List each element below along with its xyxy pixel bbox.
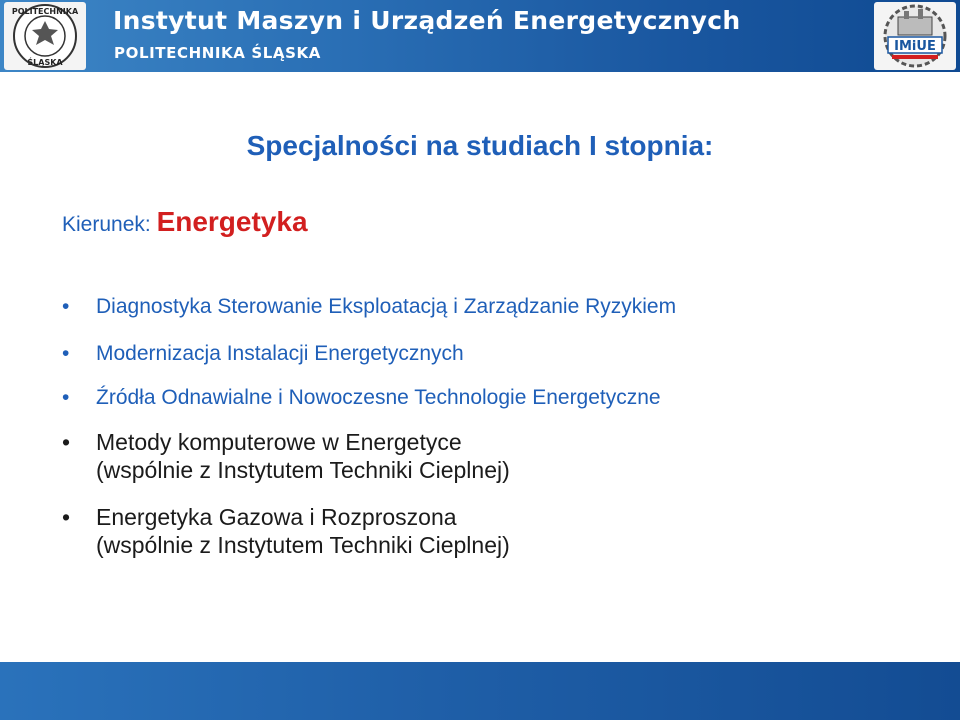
bullet-icon: • [62, 386, 70, 409]
specialization-line: Źródła Odnawialne i Nowoczesne Technologie Energetyczne [96, 386, 661, 409]
specialization-line: Metody komputerowe w Energetyce [96, 429, 462, 455]
field-of-study-label: Kierunek: [62, 213, 157, 236]
field-of-study [62, 206, 308, 238]
header-bar [0, 0, 960, 72]
bullet-icon: • [62, 295, 70, 318]
slide-title: Specjalności na studiach I stopnia: [246, 130, 714, 161]
specialization-line: Diagnostyka Sterowanie Eksploatacją i Zarządzanie Ryzykiem [96, 295, 677, 318]
specialization-line: (wspólnie z Instytutem Techniki Cieplnej) [96, 457, 510, 483]
specialization-text [96, 503, 510, 559]
specialization-text [96, 384, 661, 412]
list-item [62, 384, 661, 412]
bullet-icon: • [62, 504, 71, 530]
field-of-study-value: Energetyka [156, 206, 308, 237]
university-name: POLITECHNIKA ŚLĄSKA [114, 44, 321, 62]
bullet-icon: • [62, 342, 70, 365]
imiue-logo-text: IMiUE [894, 39, 936, 54]
specialization-text [96, 293, 676, 321]
footer-bar [0, 662, 960, 720]
seal-text-top: POLITECHNIKA [11, 7, 79, 16]
specialization-line: (wspólnie z Instytutem Techniki Cieplnej) [96, 532, 510, 558]
list-item [62, 503, 510, 559]
list-item [62, 293, 676, 321]
specialization-text [96, 428, 510, 484]
seal-text-bottom: ŚLĄSKA [27, 58, 63, 67]
specialization-line: Energetyka Gazowa i Rozproszona [96, 504, 457, 530]
imiue-logo-icon [878, 3, 952, 69]
specialization-text [96, 340, 464, 368]
specialization-line: Modernizacja Instalacji Energetycznych [96, 342, 464, 365]
imiue-logo [874, 2, 956, 70]
politechnika-slaska-seal-icon [8, 3, 82, 69]
politechnika-slaska-logo [4, 2, 86, 70]
list-item [62, 428, 510, 484]
institute-title: Instytut Maszyn i Urządzeń Energetycznych [113, 6, 741, 35]
list-item [62, 340, 464, 368]
bullet-icon: • [62, 429, 71, 455]
